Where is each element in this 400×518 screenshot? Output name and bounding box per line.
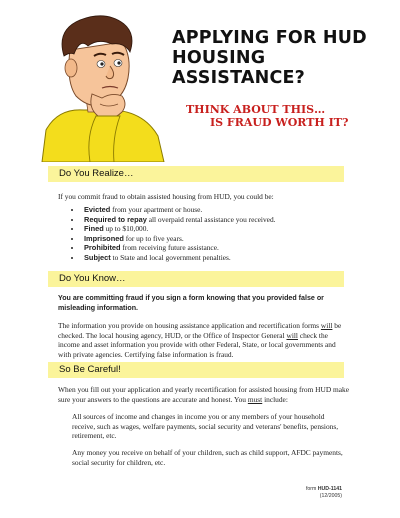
section-heading-know: Do You Know… <box>54 271 344 287</box>
list-item: • Required to repay all overpaid rental assistance you received. <box>82 215 352 225</box>
list-item: • Evicted from your apartment or house. <box>82 205 352 215</box>
fraud-warning: You are committing fraud if you sign a form knowing that you provided false or misleading information. <box>58 294 324 312</box>
tagline <box>176 103 391 129</box>
penalty-list <box>58 205 352 263</box>
tagline-line-1: THINK ABOUT THIS… <box>186 103 326 116</box>
list-item: • Fined up to $10,000. <box>82 224 352 234</box>
form-date: (12/2005) <box>319 493 342 499</box>
child-money-item: Any money you receive on behalf of your children, such as child support, AFDC payments, social security for children, etc. <box>72 448 343 467</box>
list-item: • Subject to State and local government penalties. <box>82 253 352 263</box>
list-item: • Imprisoned for up to five years. <box>82 234 352 244</box>
title-line-2: HOUSING <box>172 48 266 68</box>
form-footer <box>306 486 342 500</box>
verification-paragraph: The information you provide on housing assistance application and recertification forms will be checked. The local housing agency, HUD, or the Office of Inspector General will check the income and asset information you provide with other Federal, State, or local governments and with private agencies. Certifying false information is fraud. <box>58 321 342 359</box>
title-line-3: ASSISTANCE? <box>172 68 305 88</box>
section-heading-careful: So Be Careful! <box>54 362 344 378</box>
form-label: form <box>305 486 317 492</box>
income-sources-item: All sources of income and changes in income you or any members of your household receive, such as wages, welfare payments, social security and veterans' benefits, pensions, retirement, etc. <box>72 412 339 440</box>
form-number: HUD-1141 <box>317 486 342 492</box>
tagline-line-2: IS FRAUD WORTH IT? <box>210 116 349 129</box>
careful-paragraph: When you fill out your application and yearly recertification for assisted housing from HUD make sure your answers to the questions are accurate and honest. You must include: <box>58 385 350 404</box>
section-heading-realize: Do You Realize… <box>54 166 344 182</box>
realize-intro: If you commit fraud to obtain assisted housing from HUD, you could be: <box>58 192 274 201</box>
list-item: • Prohibited from receiving future assistance. <box>82 243 352 253</box>
page-title <box>172 28 387 88</box>
thinking-man-illustration <box>36 12 166 162</box>
title-line-1: APPLYING FOR HUD <box>172 28 367 48</box>
